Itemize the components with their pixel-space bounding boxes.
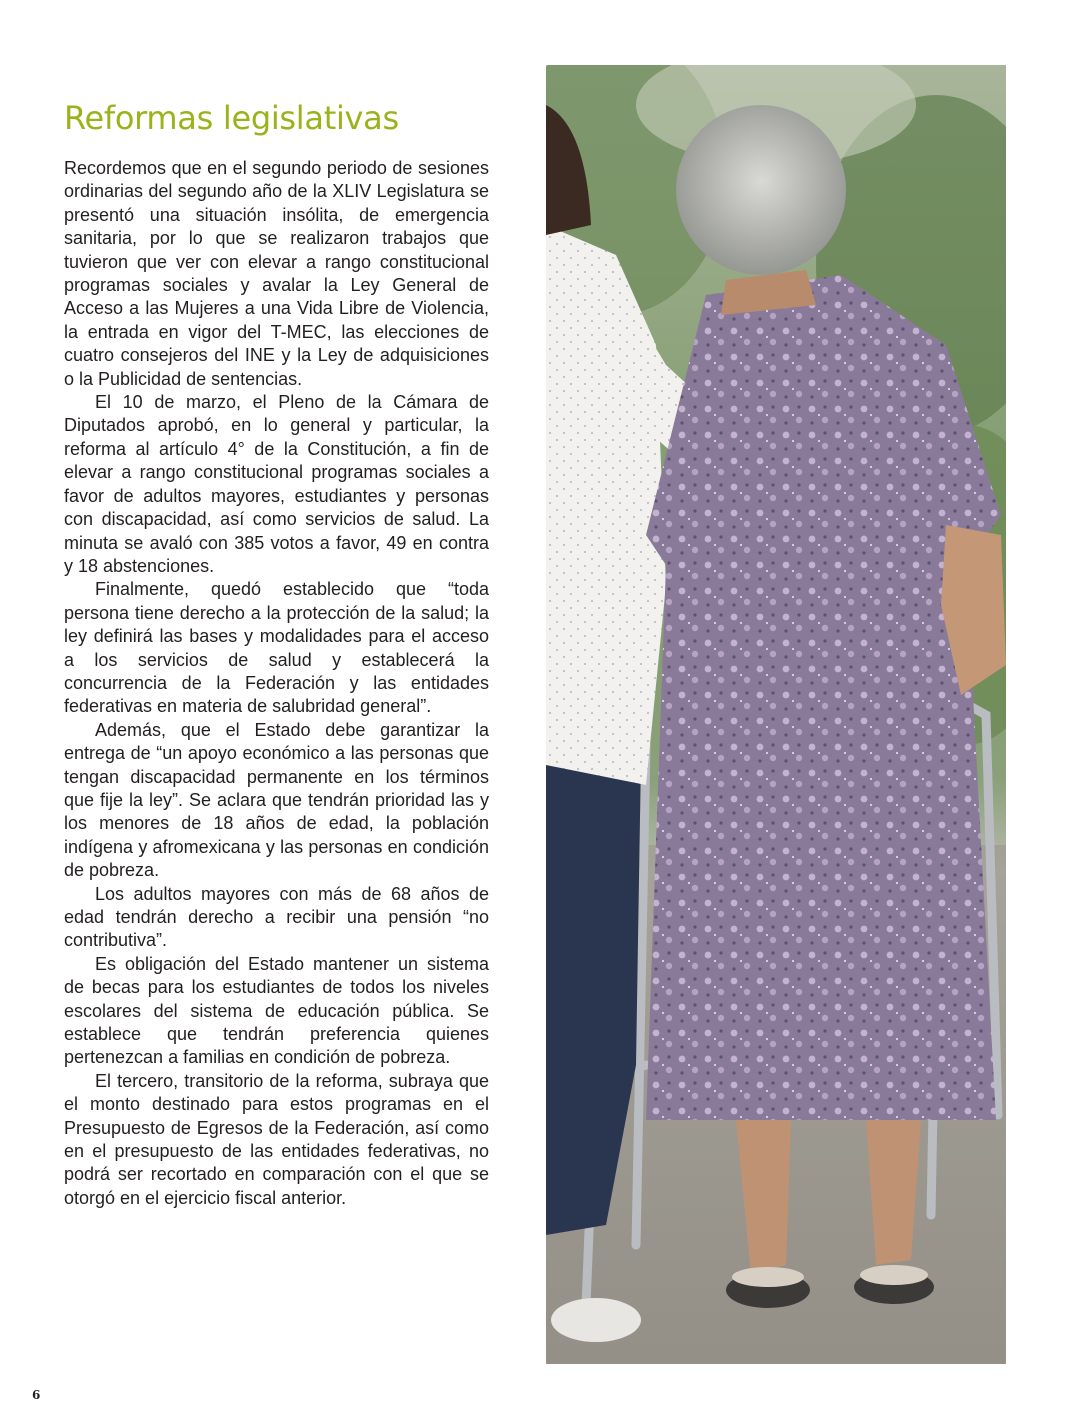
paragraph: El 10 de marzo, el Pleno de la Cámara de Diputados aprobó, en lo general y particular, la reforma al artículo 4° de la Constitución, a fin de elevar a rango constitucional programas sociales a favor de adultos mayores, estudiantes y personas con discapacidad, así como servicios de salud. La minuta se avaló con 385 votos a favor, 49 en contra y 18 abstenciones. [64,392,489,576]
paragraph: El tercero, transitorio de la reforma, subraya que el monto destinado para estos programas en el Presupuesto de Egresos de la Federación, así como en el presupuesto de las entidades federativas, no podrá ser recortado en comparación con el que se otorgó en el ejercicio fiscal anterior. [64,1070,489,1208]
paragraph: Recordemos que en el segundo periodo de sesiones ordinarias del segundo año de la XLIV Legislatura se presentó una situación insólita, de emergencia sanitaria, por lo que se realizaron trabajos que tuvieron que ver con elevar a rango constitucional programas sociales y avalar la Ley General de Acceso a las Mujeres a una Vida Libre de Violencia, la entrada en vigor del T-MEC, las elecciones de cuatro consejeros del INE y la Ley de adquisiciones o la Publicidad de sentencias. [64,158,489,389]
paragraph: Además, que el Estado debe garantizar la entrega de “un apoyo económico a las personas que tengan discapacidad permanente en los términos que fije la ley”. Se aclara que tendrán prioridad las y los menores de 18 años de edad, la población indígena y afromexicana y las personas en condición de pobreza. [64,719,489,881]
page-number: 6 [32,1388,41,1402]
paragraph: Los adultos mayores con más de 68 años de edad tendrán derecho a recibir una pensión “no contributiva”. [64,883,489,951]
section-heading: Reformas legislativas [64,99,399,137]
paragraph: Es obligación del Estado mantener un sistema de becas para los estudiantes de todos los niveles escolares del sistema de educación pública. Se establece que tendrán preferencia quienes pertenezcan a familias en condición de pobreza. [64,953,489,1068]
article-body [64,157,489,1210]
elderly-woman-walker-photo [546,65,1006,1364]
paragraph: Finalmente, quedó establecido que “toda persona tiene derecho a la protección de la salud; la ley definirá las bases y modalidades para el acceso a los servicios de salud y establecerá la concurrencia de la Federación y las entidades federativas en materia de salubridad general”. [64,579,489,717]
